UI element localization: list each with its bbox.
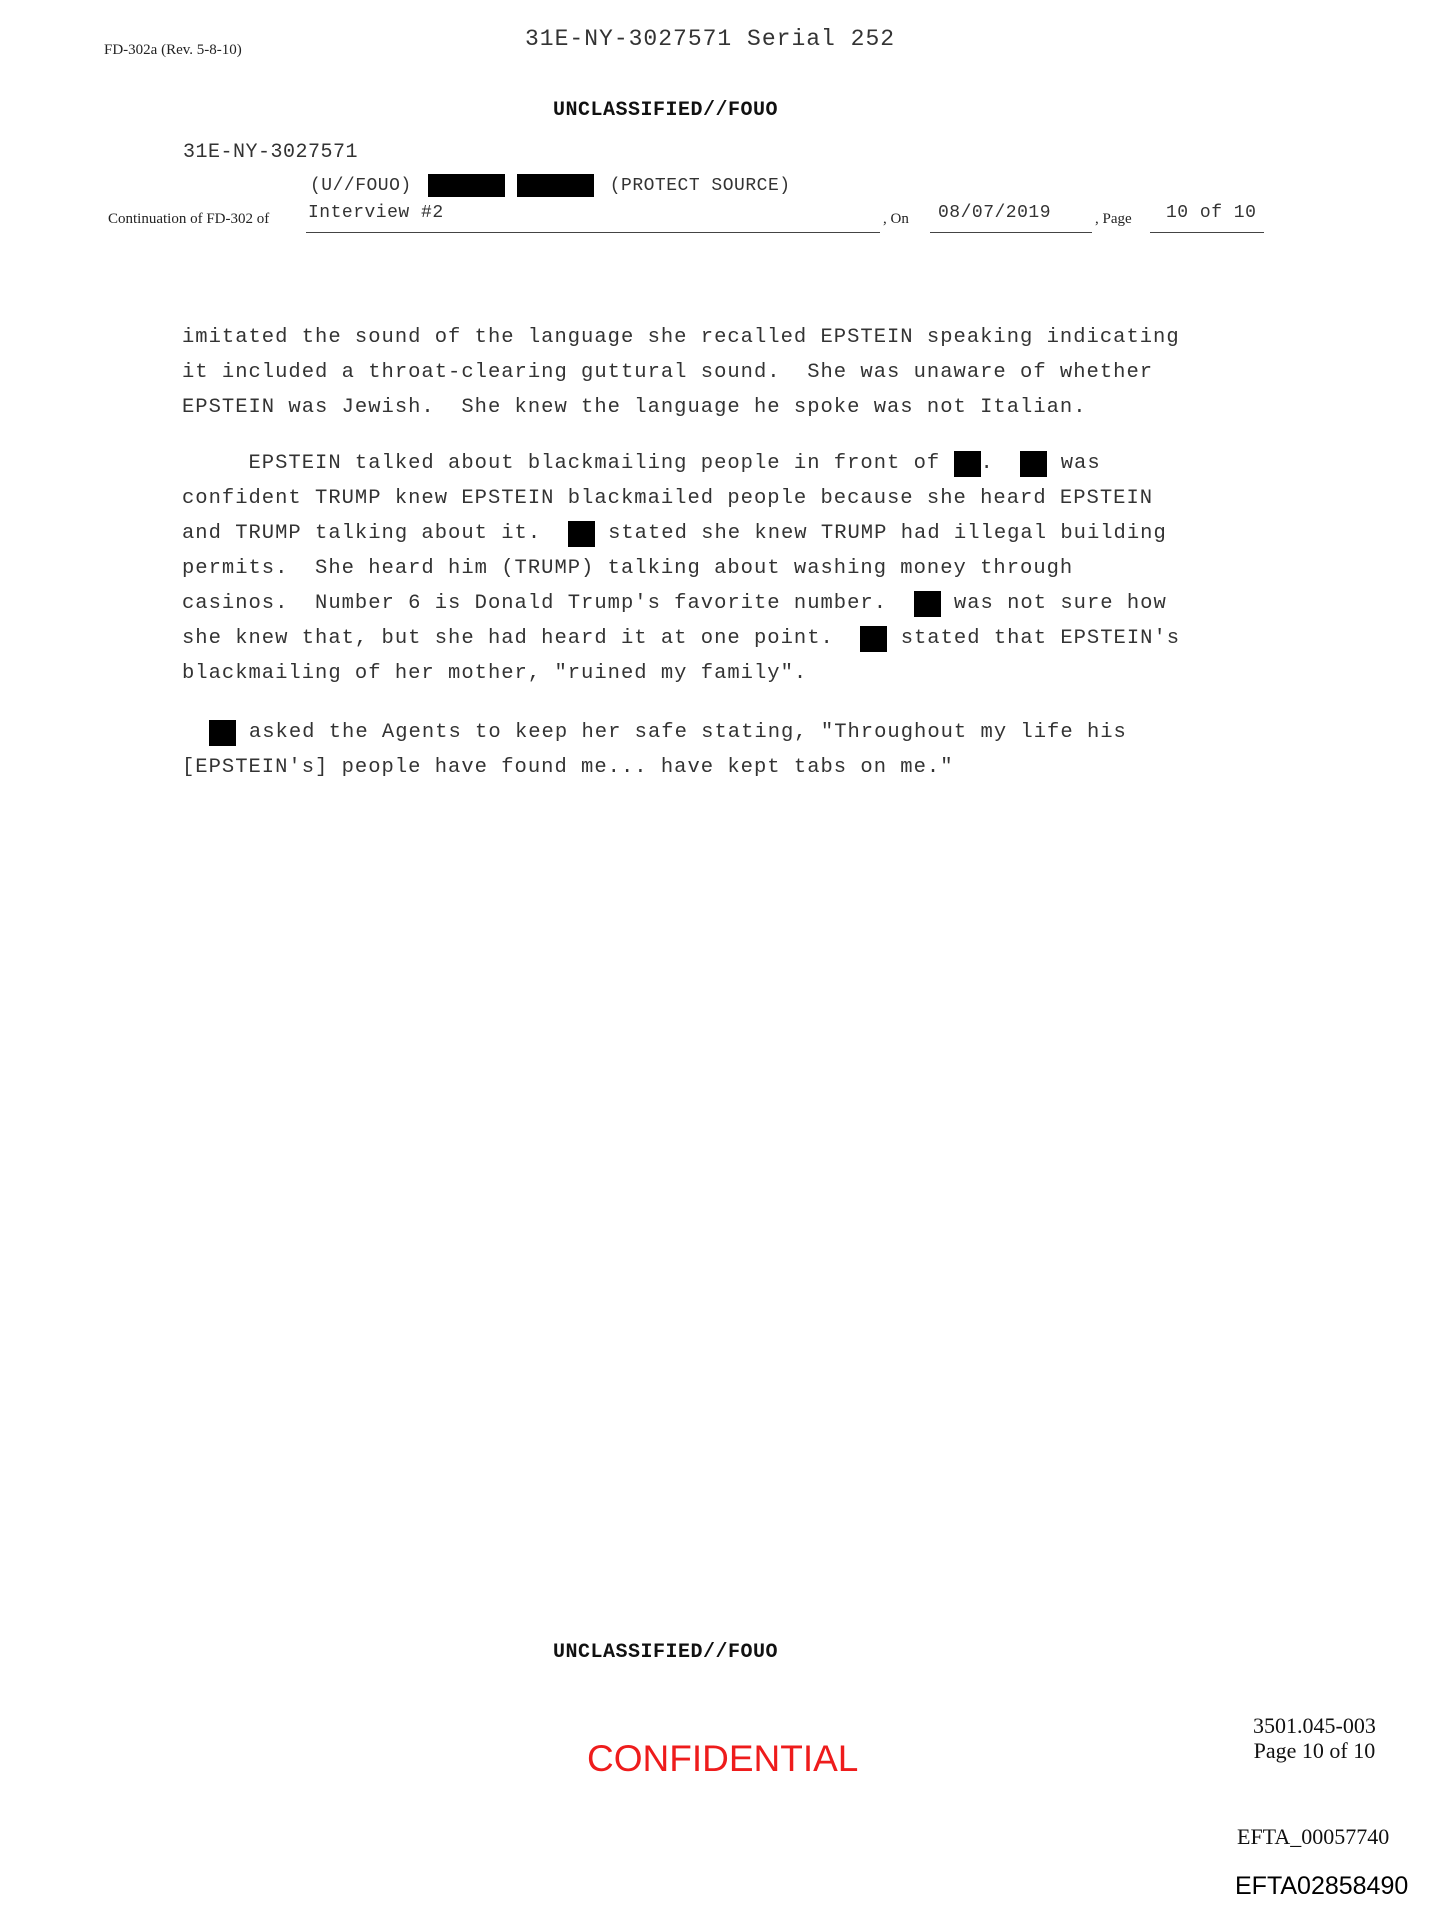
document-title bbox=[310, 174, 791, 197]
subject-underline bbox=[306, 232, 880, 233]
text-line: EPSTEIN was Jewish. She knew the language he spoke was not Italian. bbox=[182, 396, 1087, 419]
text-line: it included a throat-clearing guttural sound. She was unaware of whether bbox=[182, 361, 1154, 384]
text-line: blackmailing of her mother, "ruined my family". bbox=[182, 662, 808, 685]
form-id: FD-302a (Rev. 5-8-10) bbox=[104, 42, 242, 58]
redaction-box bbox=[568, 521, 595, 547]
text-line bbox=[182, 446, 1180, 481]
text-span: casinos. Number 6 is Donald Trump's favorite number. bbox=[182, 592, 914, 615]
title-suffix: (PROTECT SOURCE) bbox=[609, 175, 791, 196]
text-span: EPSTEIN talked about blackmailing people in front of bbox=[182, 452, 954, 475]
classification-bottom: UNCLASSIFIED//FOUO bbox=[553, 1641, 779, 1664]
title-prefix: (U//FOUO) bbox=[310, 175, 412, 196]
paragraph-1 bbox=[182, 320, 1180, 425]
redaction-box bbox=[954, 451, 981, 477]
text-span: stated she knew TRUMP had illegal building bbox=[594, 522, 1167, 545]
bates-number-2: EFTA02858490 bbox=[1235, 1872, 1409, 1900]
classification-top: UNCLASSIFIED//FOUO bbox=[553, 99, 779, 122]
interview-subject: Interview #2 bbox=[308, 203, 444, 223]
text-line: confident TRUMP knew EPSTEIN blackmailed people because she heard EPSTEIN bbox=[182, 487, 1154, 510]
bates-number-1: EFTA_00057740 bbox=[1237, 1824, 1390, 1849]
continuation-label: Continuation of FD-302 of bbox=[108, 211, 270, 227]
page-number: 10 of 10 bbox=[1166, 203, 1257, 223]
file-number: 31E-NY-3027571 bbox=[183, 141, 359, 164]
serial-number: 31E-NY-3027571 Serial 252 bbox=[525, 26, 896, 52]
text-line bbox=[182, 516, 1180, 551]
redaction-box bbox=[428, 174, 505, 197]
redaction-box bbox=[860, 626, 887, 652]
paragraph-3 bbox=[182, 715, 1127, 785]
page-label: , Page bbox=[1095, 211, 1132, 227]
page-underline bbox=[1150, 232, 1264, 233]
date-underline bbox=[930, 232, 1092, 233]
text-line: [EPSTEIN's] people have found me... have kept tabs on me." bbox=[182, 756, 954, 779]
text-span: she knew that, but she had heard it at one point. bbox=[182, 627, 861, 650]
redaction-box bbox=[1020, 451, 1047, 477]
text-line bbox=[182, 621, 1180, 656]
text-span: . bbox=[980, 452, 1021, 475]
text-line: imitated the sound of the language she recalled EPSTEIN speaking indicating bbox=[182, 326, 1180, 349]
confidential-stamp: CONFIDENTIAL bbox=[587, 1738, 859, 1779]
on-label: , On bbox=[883, 211, 909, 227]
text-line bbox=[182, 586, 1180, 621]
exhibit-page: Page 10 of 10 bbox=[1253, 1738, 1376, 1763]
text-line bbox=[182, 715, 1127, 750]
interview-date: 08/07/2019 bbox=[938, 203, 1052, 223]
redaction-box bbox=[914, 591, 941, 617]
paragraph-2 bbox=[182, 446, 1180, 691]
text-line: permits. She heard him (TRUMP) talking about washing money through bbox=[182, 557, 1074, 580]
text-span: asked the Agents to keep her safe stating, "Throughout my life his bbox=[235, 721, 1127, 744]
text-span: was bbox=[1047, 452, 1101, 475]
text-span: and TRUMP talking about it. bbox=[182, 522, 568, 545]
exhibit-label bbox=[1253, 1713, 1376, 1763]
text-span: stated that EPSTEIN's bbox=[887, 627, 1181, 650]
text-span: was not sure how bbox=[940, 592, 1167, 615]
text-span bbox=[182, 715, 209, 750]
exhibit-number: 3501.045-003 bbox=[1253, 1713, 1376, 1738]
redaction-box bbox=[517, 174, 594, 197]
redaction-box bbox=[209, 720, 236, 746]
